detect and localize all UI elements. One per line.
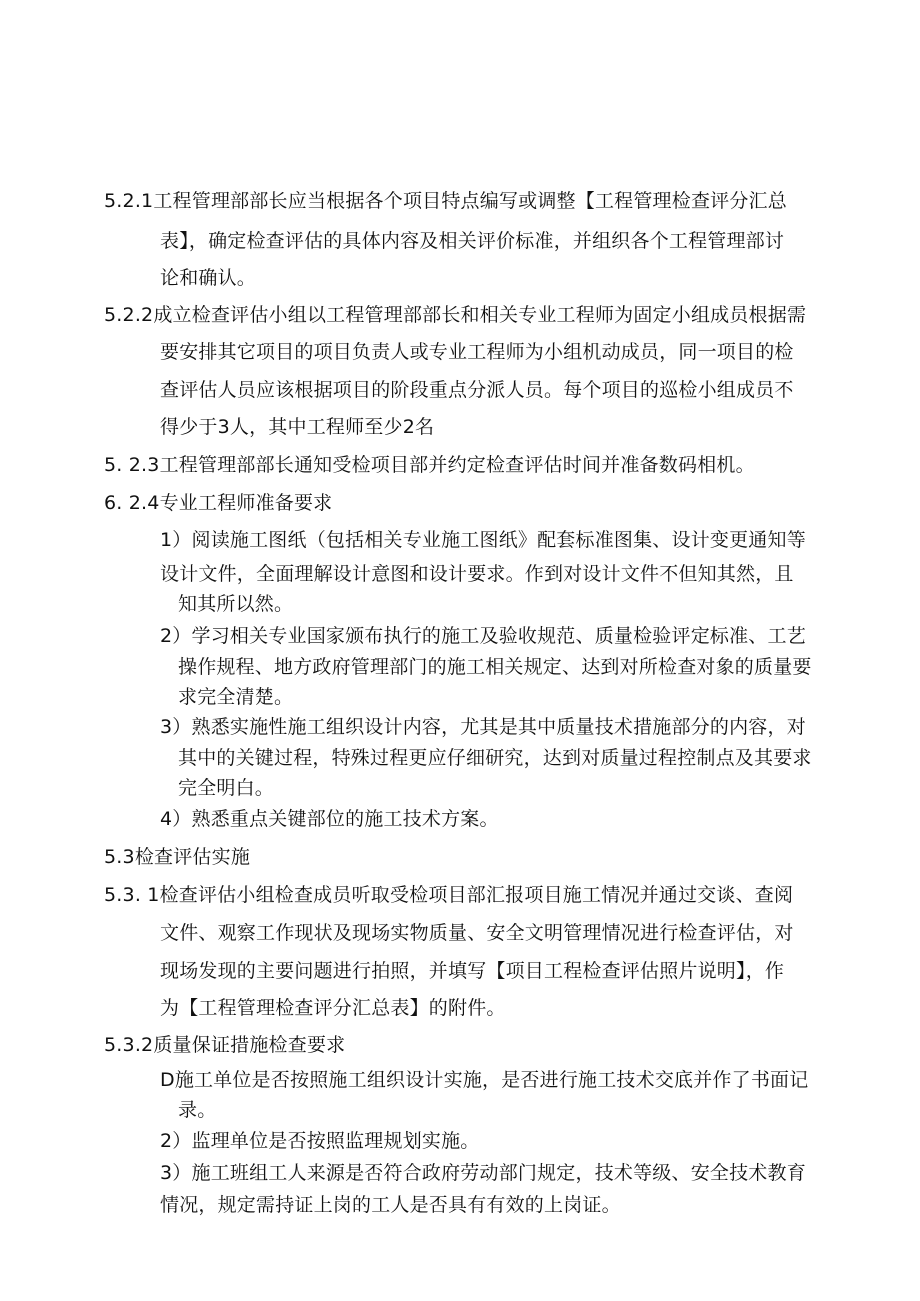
item-2-line-2: 操作规程、地方政府管理部门的施工相关规定、达到对所检查对象的质量要 <box>178 656 812 678</box>
clause-5-2-3: 5. 2.3工程管理部部长通知受检项目部并约定检查评估时间并准备数码相机。 <box>104 454 755 476</box>
clause-5-3-1-line-4: 为【工程管理检查评分汇总表】的附件。 <box>160 997 506 1019</box>
clause-5-2-1-line-1: 5.2.1工程管理部部长应当根据各个项目特点编写或调整【工程管理检查评分汇总 <box>104 190 787 212</box>
clause-5-2-2-line-2: 要安排其它项目的项目负责人或专业工程师为小组机动成员，同一项目的检 <box>160 341 794 363</box>
item-1-line-2: 设计文件，全面理解设计意图和设计要求。作到对设计文件不但知其然，且 <box>160 563 794 585</box>
item-2-line-3: 求完全清楚。 <box>178 686 294 708</box>
item-3-line-2: 其中的关键过程，特殊过程更应仔细研究，达到对质量过程控制点及其要求 <box>178 747 812 769</box>
item-4: 4）熟悉重点关键部位的施工技术方案。 <box>160 808 499 830</box>
check-item-3-line-2: 情况，规定需持证上岗的工人是否具有有效的上岗证。 <box>160 1194 621 1216</box>
check-item-3-line-1: 3）施工班组工人来源是否符合政府劳动部门规定，技术等级、安全技术教育 <box>160 1162 806 1184</box>
clause-5-3-1-line-1: 5.3. 1检查评估小组检查成员听取受检项目部汇报项目施工情况并通过交谈、查阅 <box>104 884 794 906</box>
clause-5-3-1-line-2: 文件、观察工作现状及现场实物质量、安全文明管理情况进行检查评估，对 <box>160 922 794 944</box>
clause-5-2-2-line-1: 5.2.2成立检查评估小组以工程管理部部长和相关专业工程师为固定小组成员根据需 <box>104 304 807 326</box>
clause-5-2-4-heading: 6. 2.4专业工程师准备要求 <box>104 492 333 514</box>
check-item-1-line-1: D施工单位是否按照施工组织设计实施，是否进行施工技术交底并作了书面记 <box>160 1069 809 1091</box>
clause-5-3-1-line-3: 现场发现的主要问题进行拍照，并填写【项目工程检查评估照片说明】，作 <box>160 960 785 982</box>
clause-5-2-1-line-2: 表】，确定检查评估的具体内容及相关评价标准，并组织各个工程管理部讨 <box>160 230 785 252</box>
item-3-line-3: 完全明白。 <box>178 777 275 799</box>
clause-5-2-2-line-4: 得少于3人，其中工程师至少2名 <box>160 416 435 438</box>
clause-5-2-2-line-3: 查评估人员应该根据项目的阶段重点分派人员。每个项目的巡检小组成员不 <box>160 379 794 401</box>
clause-5-2-1-line-3: 论和确认。 <box>160 267 257 289</box>
item-1-line-3: 知其所以然。 <box>178 593 294 615</box>
item-1-line-1: 1）阅读施工图纸（包括相关专业施工图纸》配套标准图集、设计变更通知等 <box>160 529 806 551</box>
item-2-line-1: 2）学习相关专业国家颁布执行的施工及验收规范、质量检验评定标准、工艺 <box>160 625 806 647</box>
check-item-2: 2）监理单位是否按照监理规划实施。 <box>160 1130 480 1152</box>
section-5-3-heading: 5.3检查评估实施 <box>104 846 251 868</box>
item-3-line-1: 3）熟悉实施性施工组织设计内容，尤其是其中质量技术措施部分的内容，对 <box>160 716 806 738</box>
clause-5-3-2-heading: 5.3.2质量保证措施检查要求 <box>104 1034 346 1056</box>
check-item-1-line-2: 录。 <box>178 1099 217 1121</box>
